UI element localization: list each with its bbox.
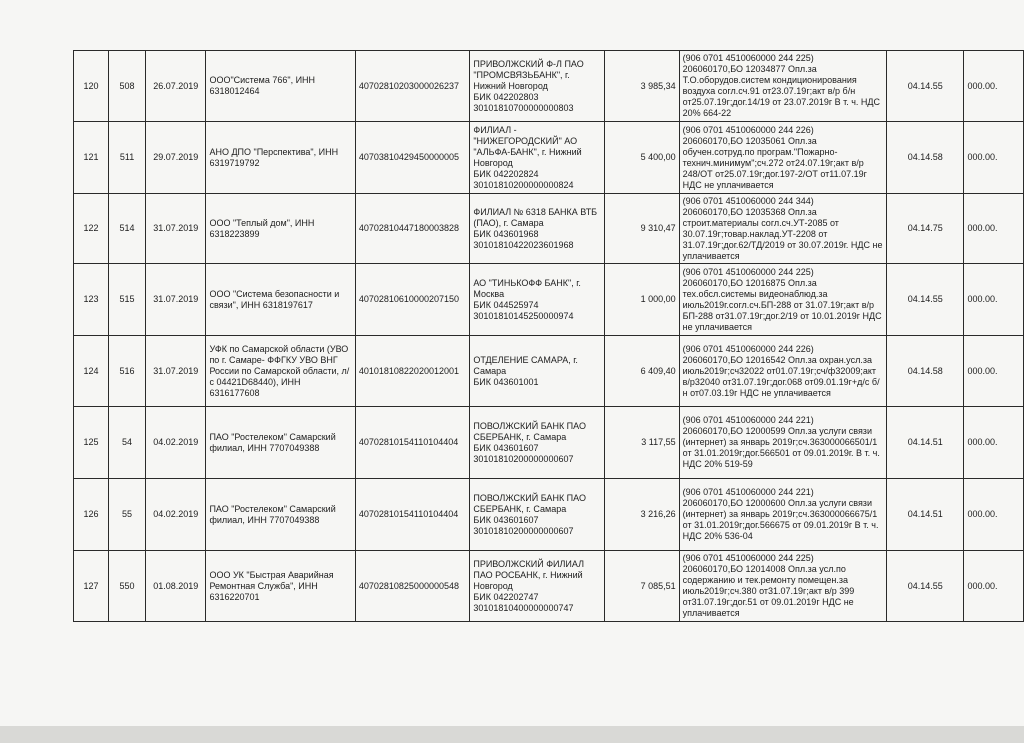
account-number: 40101810822020012001 (355, 336, 469, 407)
payment-amount: 3 117,55 (605, 407, 679, 479)
table-body (74, 51, 1024, 622)
row-number: 125 (74, 407, 109, 479)
payment-amount: 7 085,51 (605, 551, 679, 622)
table-row (74, 122, 1024, 194)
payment-amount: 3 216,26 (605, 479, 679, 551)
payment-date: 31.07.2019 (146, 336, 206, 407)
bank-details: ПОВОЛЖСКИЙ БАНК ПАО СБЕРБАНК, г. Самара БИК 043601607 30101810200000000607 (470, 407, 605, 479)
account-number: 40702810154110104404 (355, 479, 469, 551)
payment-amount: 3 985,34 (605, 51, 679, 122)
document-number: 54 (109, 407, 146, 479)
document-number: 515 (109, 264, 146, 336)
payment-purpose: (906 0701 4510060000 244 221) 206060170,БО 12000599 Опл.за услуги связи (интернет) за январь 2019г;сч.363000066501/1 от 31.01.2019г;дог.566501 от 09.01.2019г. В т. ч. НДС 20% 519-59 (679, 407, 886, 479)
payment-date: 04.02.2019 (146, 407, 206, 479)
truncated-code: 000.00. (964, 194, 1024, 264)
bank-details: ФИЛИАЛ - "НИЖЕГОРОДСКИЙ" АО "АЛЬФА-БАНК", г. Нижний Новгород БИК 042202824 30101810200000000824 (470, 122, 605, 194)
truncated-code: 000.00. (964, 479, 1024, 551)
payment-purpose: (906 0701 4510060000 244 344) 206060170,БО 12035368 Опл.за строит.материалы согл.сч.УТ-2085 от 30.07.19г;товар.наклад.УТ-2208 от 31.07.19г;дог.62/ТД/2019 от 30.07.2019г. НДС не уплачивается (679, 194, 886, 264)
document-number: 508 (109, 51, 146, 122)
bank-details: ФИЛИАЛ № 6318 БАНКА ВТБ (ПАО), г. Самара БИК 043601968 30101810422023601968 (470, 194, 605, 264)
table-row (74, 51, 1024, 122)
row-number: 122 (74, 194, 109, 264)
budget-code: 04.14.58 (886, 336, 964, 407)
payee-cell: АНО ДПО "Перспектива", ИНН 6319719792 (206, 122, 355, 194)
payment-date: 31.07.2019 (146, 264, 206, 336)
document-number: 514 (109, 194, 146, 264)
budget-code: 04.14.58 (886, 122, 964, 194)
account-number: 40702810203000026237 (355, 51, 469, 122)
row-number: 127 (74, 551, 109, 622)
account-number: 40702810610000207150 (355, 264, 469, 336)
truncated-code: 000.00. (964, 51, 1024, 122)
payment-date: 01.08.2019 (146, 551, 206, 622)
row-number: 126 (74, 479, 109, 551)
budget-code: 04.14.55 (886, 51, 964, 122)
budget-code: 04.14.51 (886, 407, 964, 479)
payment-date: 29.07.2019 (146, 122, 206, 194)
truncated-code: 000.00. (964, 336, 1024, 407)
payment-purpose: (906 0701 4510060000 244 225) 206060170,БО 12016875 Опл.за тех.обсл.системы видеонаблюд.за июль2019г.согл.сч.БП-288 от 31.07.19г;акт в/р БП-288 от31.07.19г;дог.2/19 от 10.01.2019г НДС не уплачивается (679, 264, 886, 336)
budget-code: 04.14.55 (886, 551, 964, 622)
row-number: 124 (74, 336, 109, 407)
budget-code: 04.14.51 (886, 479, 964, 551)
payment-purpose: (906 0701 4510060000 244 225) 206060170,БО 12034877 Опл.за Т.О.оборудов.систем кондиционирования воздуха согл.сч.91 от23.07.19г;акт в/р б/н от25.07.19г;дог.14/19 от 23.07.2019г В т. ч. НДС 20% 664-22 (679, 51, 886, 122)
payment-amount: 6 409,40 (605, 336, 679, 407)
payment-amount: 1 000,00 (605, 264, 679, 336)
account-number: 40703810429450000005 (355, 122, 469, 194)
table-row (74, 194, 1024, 264)
account-number: 40702810447180003828 (355, 194, 469, 264)
bank-details: ОТДЕЛЕНИЕ САМАРА, г. Самара БИК 043601001 (470, 336, 605, 407)
bank-details: ПРИВОЛЖСКИЙ ФИЛИАЛ ПАО РОСБАНК, г. Нижний Новгород БИК 042202747 30101810400000000747 (470, 551, 605, 622)
payment-amount: 5 400,00 (605, 122, 679, 194)
payee-cell: ООО "Теплый дом", ИНН 6318223899 (206, 194, 355, 264)
bank-details: АО "ТИНЬКОФФ БАНК", г. Москва БИК 044525974 30101810145250000974 (470, 264, 605, 336)
payee-cell: ООО"Система 766", ИНН 6318012464 (206, 51, 355, 122)
payment-date: 26.07.2019 (146, 51, 206, 122)
account-number: 40702810154110104404 (355, 407, 469, 479)
truncated-code: 000.00. (964, 264, 1024, 336)
truncated-code: 000.00. (964, 122, 1024, 194)
payment-purpose: (906 0701 4510060000 244 225) 206060170,БО 12014008 Опл.за усл.по содержанию и тек.ремонту помещен.за июль2019г;сч.380 от31.07.19г;акт в/р 399 от31.07.19г;дог.51 от 09.01.2019г НДС не уплачивается (679, 551, 886, 622)
payments-register-table (73, 50, 1024, 622)
scan-edge (0, 726, 1024, 743)
row-number: 120 (74, 51, 109, 122)
payee-cell: ООО "Система безопасности и связи", ИНН 6318197617 (206, 264, 355, 336)
budget-code: 04.14.55 (886, 264, 964, 336)
payment-purpose: (906 0701 4510060000 244 221) 206060170,БО 12000600 Опл.за услуги связи (интернет) за январь 2019г;сч.363000066675/1 от 31.01.2019г;дог.566675 от 09.01.2019г В т. ч. НДС 20% 536-04 (679, 479, 886, 551)
payment-amount: 9 310,47 (605, 194, 679, 264)
account-number: 40702810825000000548 (355, 551, 469, 622)
budget-code: 04.14.75 (886, 194, 964, 264)
payment-date: 04.02.2019 (146, 479, 206, 551)
payment-purpose: (906 0701 4510060000 244 226) 206060170,БО 12035061 Опл.за обучен.сотруд.по програм."Пожарно-технич.минимум";сч.272 от24.07.19г;акт в/р 248/ОТ от25.07.19г;дог.197-2/ОТ от11.07.19г НДС не уплачивается (679, 122, 886, 194)
row-number: 121 (74, 122, 109, 194)
payment-date: 31.07.2019 (146, 194, 206, 264)
document-number: 516 (109, 336, 146, 407)
table-row (74, 336, 1024, 407)
table-row (74, 551, 1024, 622)
truncated-code: 000.00. (964, 551, 1024, 622)
document-number: 55 (109, 479, 146, 551)
payee-cell: ПАО "Ростелеком" Самарский филиал, ИНН 7707049388 (206, 407, 355, 479)
table-row (74, 407, 1024, 479)
payee-cell: ПАО "Ростелеком" Самарский филиал, ИНН 7707049388 (206, 479, 355, 551)
document-number: 511 (109, 122, 146, 194)
row-number: 123 (74, 264, 109, 336)
table-row (74, 264, 1024, 336)
truncated-code: 000.00. (964, 407, 1024, 479)
payee-cell: УФК по Самарской области (УВО по г. Самаре- ФФГКУ УВО ВНГ России по Самарской области, л/с 04421D68440), ИНН 6316177608 (206, 336, 355, 407)
document-number: 550 (109, 551, 146, 622)
table-row (74, 479, 1024, 551)
bank-details: ПРИВОЛЖСКИЙ Ф-Л ПАО "ПРОМСВЯЗЬБАНК", г. Нижний Новгород БИК 042202803 30101810700000000803 (470, 51, 605, 122)
payment-purpose: (906 0701 4510060000 244 226) 206060170,БО 12016542 Опл.за охран.усл.за июль2019г;сч32022 от01.07.19г;сч/ф32009;акт в/р32040 от31.07.19г;дог.068 от09.01.19г+д/с б/н от07.03.19г НДС не уплачивается (679, 336, 886, 407)
payee-cell: ООО УК "Быстрая Аварийная Ремонтная Служба", ИНН 6316220701 (206, 551, 355, 622)
bank-details: ПОВОЛЖСКИЙ БАНК ПАО СБЕРБАНК, г. Самара БИК 043601607 30101810200000000607 (470, 479, 605, 551)
